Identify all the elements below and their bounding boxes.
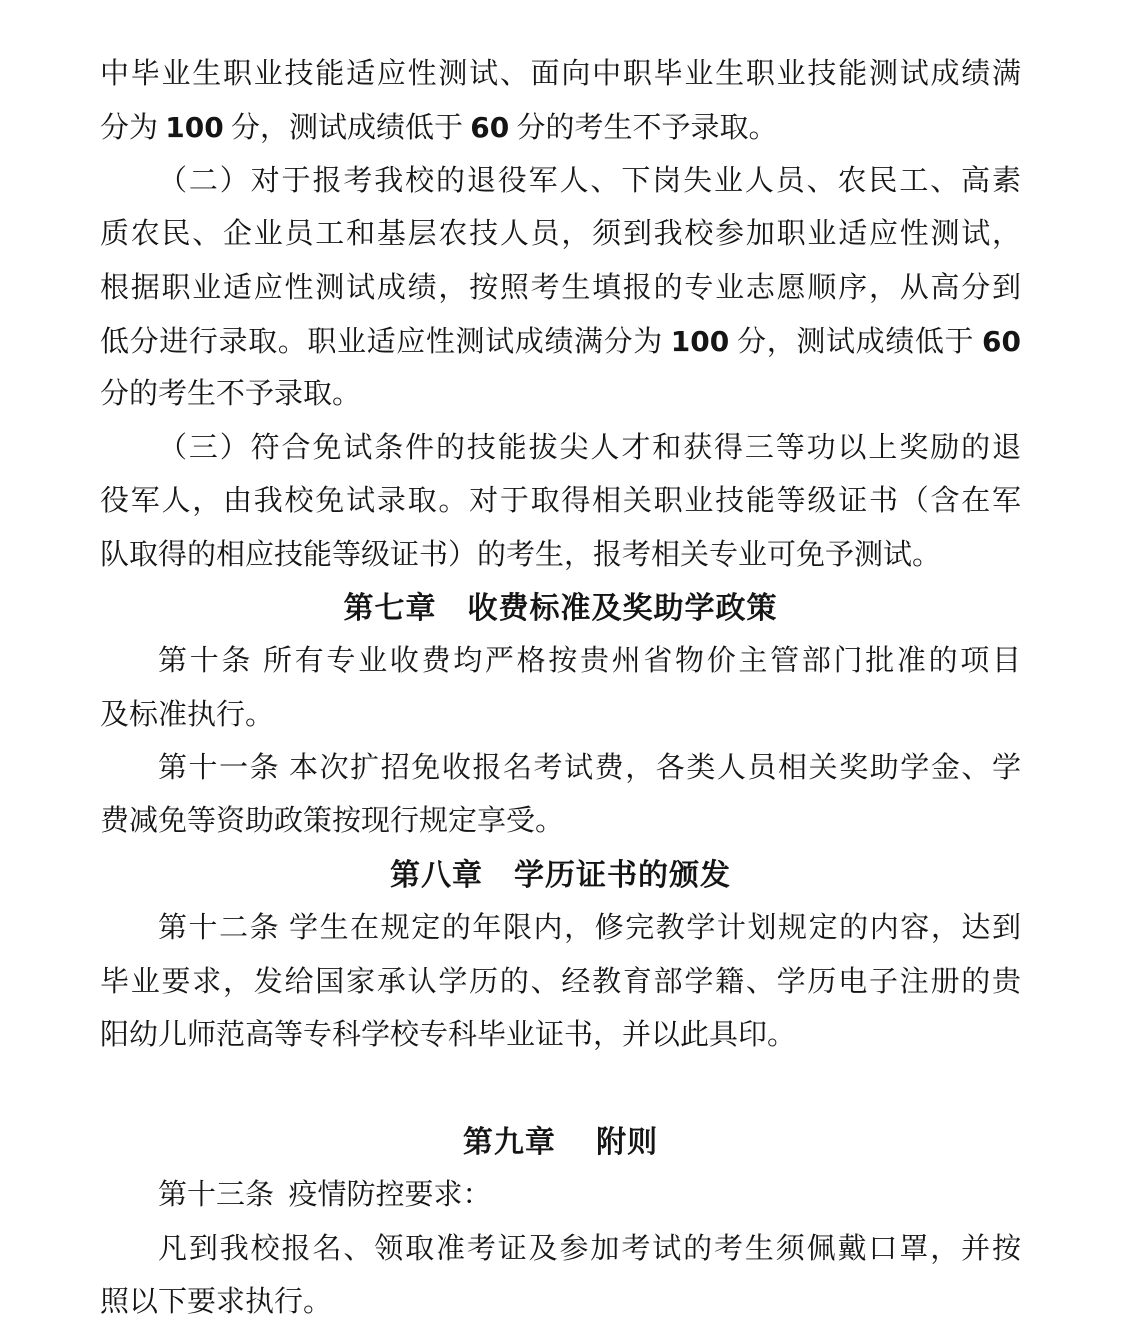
text-line: （三）符合免试条件的技能拔尖人才和获得三等功以上奖励的退 <box>158 431 1021 464</box>
text-line: 低分进行录取。职业适应性测试成绩满分为 100 分，测试成绩低于 60 <box>100 324 1021 358</box>
text-line: 分为 100 分，测试成绩低于 60 分的考生不予录取。 <box>100 111 778 145</box>
text-line: 阳幼儿师范高等专科学校专科毕业证书，并以此具印。 <box>100 1019 797 1052</box>
text-line: 第十一条 本次扩招免收报名考试费，各类人员相关奖助学金、学 <box>158 752 1021 785</box>
blank-line <box>100 1062 1021 1115</box>
text-line: 及标准执行。 <box>100 698 275 731</box>
text-line: 根据职业适应性测试成绩，按照考生填报的专业志愿顺序，从高分到 <box>100 271 1021 304</box>
text-line: 役军人，由我校免试录取。对于取得相关职业技能等级证书（含在军 <box>100 485 1021 518</box>
score-number: 60 <box>982 324 1021 358</box>
text-line: 费减免等资助政策按现行规定享受。 <box>100 805 565 838</box>
score-number: 100 <box>670 324 730 358</box>
text-line: 分的考生不予录取。 <box>100 378 362 411</box>
score-number: 60 <box>470 111 510 145</box>
text-line: 毕业要求，发给国家承认学历的、经教育部学籍、学历电子注册的贵 <box>100 965 1021 998</box>
chapter-heading: 第七章 收费标准及奖助学政策 <box>343 591 778 625</box>
text-line: 第十二条 学生在规定的年限内，修完教学计划规定的内容，达到 <box>158 912 1021 945</box>
text-line: 第十条 所有专业收费均严格按贵州省物价主管部门批准的项目 <box>158 645 1021 678</box>
document-body <box>100 48 1021 1329</box>
text-line: 质农民、企业员工和基层农技人员，须到我校参加职业适应性测试， <box>100 218 1021 251</box>
text-line: 中毕业生职业技能适应性测试、面向中职毕业生职业技能测试成绩满 <box>100 58 1021 90</box>
chapter-heading: 第八章 学历证书的颁发 <box>390 858 731 892</box>
text-line: 第十三条 疫情防控要求： <box>158 1179 492 1212</box>
text-line: 照以下要求执行。 <box>100 1285 333 1318</box>
text-line: 队取得的相应技能等级证书）的考生，报考相关专业可免予测试。 <box>100 538 942 571</box>
text-line: （二）对于报考我校的退役军人、下岗失业人员、农民工、高素 <box>158 164 1021 197</box>
score-number: 100 <box>165 111 224 145</box>
chapter-heading: 第九章 附则 <box>462 1125 659 1159</box>
text-line: 凡到我校报名、领取准考证及参加考试的考生须佩戴口罩，并按 <box>158 1232 1021 1265</box>
